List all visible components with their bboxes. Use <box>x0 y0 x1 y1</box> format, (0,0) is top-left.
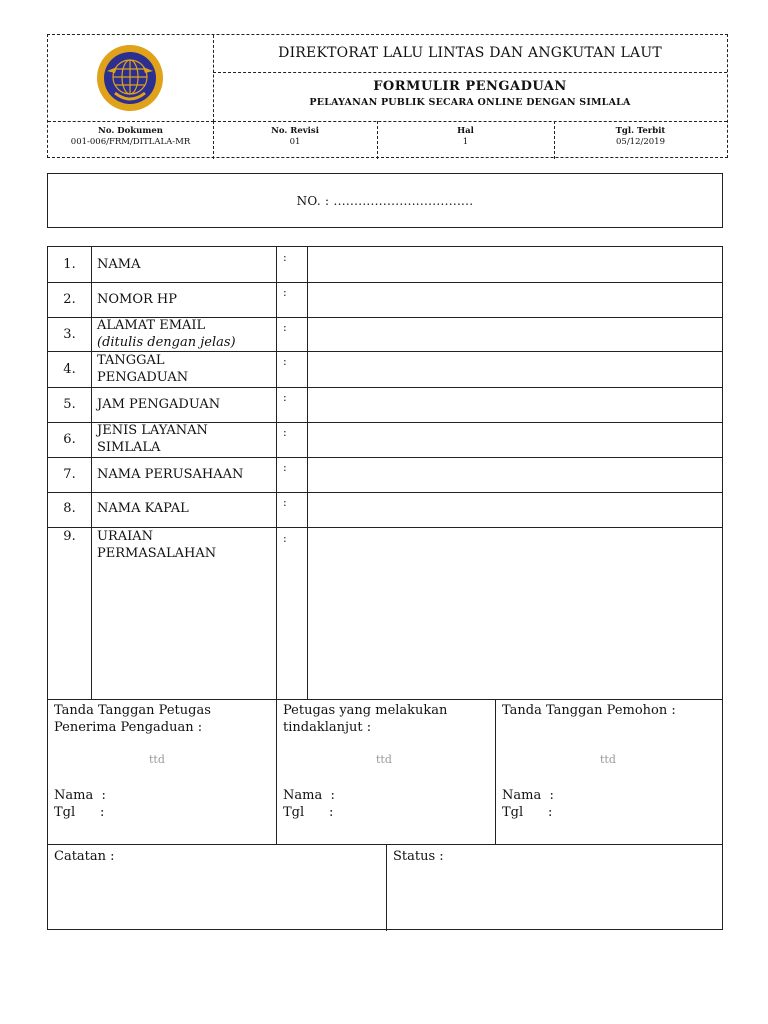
row-number: 6. <box>63 432 76 447</box>
signature-followup-title: Petugas yang melakukan <box>283 703 448 718</box>
status-label: Status : <box>393 849 444 864</box>
field-label-jenis-layanan-2: SIMLALA <box>97 440 161 455</box>
row-number: 8. <box>63 501 76 516</box>
signature-placeholder: ttd <box>149 753 165 766</box>
meta-label: Tgl. Terbit <box>615 126 666 136</box>
field-label-uraian: URAIAN <box>97 529 154 544</box>
signature-date-label: Tgl : <box>283 805 334 820</box>
field-label-tanggal-2: PENGADUAN <box>97 370 189 385</box>
field-colon: : <box>283 391 287 404</box>
field-colon: : <box>283 286 287 299</box>
meta-value: 01 <box>289 137 301 147</box>
status-input[interactable] <box>388 865 722 929</box>
meta-value: 05/12/2019 <box>616 137 665 147</box>
signature-officer-title: Tanda Tanggan Petugas <box>54 703 211 718</box>
signature-applicant-title: Tanda Tanggan Pemohon : <box>502 703 676 718</box>
field-colon: : <box>283 461 287 474</box>
signature-placeholder: ttd <box>600 753 616 766</box>
field-colon: : <box>283 251 287 264</box>
meta-value: 001-006/FRM/DITLALA-MR <box>70 137 191 147</box>
signature-name-label: Nama : <box>54 788 106 803</box>
field-label-jenis-layanan: JENIS LAYANAN <box>97 423 208 438</box>
row-number: 1. <box>63 257 76 272</box>
complaint-form-table <box>47 246 723 930</box>
field-input-alamat-email[interactable] <box>308 318 723 350</box>
form-title-block <box>213 72 727 122</box>
row-number: 3. <box>63 327 76 342</box>
row-number: 4. <box>63 362 76 377</box>
row-number: 9. <box>63 529 76 544</box>
row-number: 5. <box>63 397 76 412</box>
row-number: 2. <box>63 292 76 307</box>
form-title: FORMULIR PENGADUAN <box>373 79 567 94</box>
form-number-box: NO. : .................................. <box>47 173 723 228</box>
field-input-jam[interactable] <box>308 388 723 421</box>
signature-name-label: Nama : <box>283 788 335 803</box>
signature-followup-title-2: tindaklanjut : <box>283 720 372 735</box>
field-input-uraian[interactable] <box>308 528 723 698</box>
meta-label: No. Dokumen <box>98 126 163 136</box>
signature-date-label: Tgl : <box>502 805 553 820</box>
logo-cell <box>48 35 214 122</box>
field-label-nama: NAMA <box>97 257 141 272</box>
field-input-jenis-layanan[interactable] <box>308 423 723 456</box>
meta-label: Hal <box>457 126 474 136</box>
meta-issue-date <box>554 121 727 159</box>
field-label-nomor-hp: NOMOR HP <box>97 292 178 307</box>
field-input-nomor-hp[interactable] <box>308 283 723 316</box>
field-input-tanggal[interactable] <box>308 352 723 386</box>
notes-input[interactable] <box>49 865 384 929</box>
document-header <box>47 34 728 158</box>
field-colon: : <box>283 532 287 545</box>
field-colon: : <box>283 321 287 334</box>
field-input-nama-perusahaan[interactable] <box>308 458 723 491</box>
notes-label: Catatan : <box>54 849 115 864</box>
directorate-name: DIREKTORAT LALU LINTAS DAN ANGKUTAN LAUT <box>213 35 727 73</box>
form-subtitle: PELAYANAN PUBLIK SECARA ONLINE DENGAN SIMLALA <box>309 97 631 108</box>
meta-revision <box>213 121 378 159</box>
field-input-nama[interactable] <box>308 248 723 281</box>
meta-page <box>377 121 555 159</box>
field-label-uraian-2: PERMASALAHAN <box>97 546 217 561</box>
meta-document-number <box>48 121 214 159</box>
field-label-tanggal: TANGGAL <box>97 353 165 368</box>
meta-value: 1 <box>462 137 469 147</box>
signature-date-label: Tgl : <box>54 805 105 820</box>
signature-officer-title-2: Penerima Pengaduan : <box>54 720 203 735</box>
meta-label: No. Revisi <box>271 126 319 136</box>
field-label-jam: JAM PENGADUAN <box>97 397 221 412</box>
field-colon: : <box>283 496 287 509</box>
signature-name-label: Nama : <box>502 788 554 803</box>
ministry-logo-icon <box>95 43 165 113</box>
field-label-nama-kapal: NAMA KAPAL <box>97 501 189 516</box>
field-colon: : <box>283 426 287 439</box>
signature-placeholder: ttd <box>376 753 392 766</box>
field-sublabel-email: (ditulis dengan jelas) <box>97 335 236 350</box>
field-colon: : <box>283 355 287 368</box>
row-number: 7. <box>63 467 76 482</box>
field-input-nama-kapal[interactable] <box>308 493 723 526</box>
field-label-nama-perusahaan: NAMA PERUSAHAAN <box>97 467 244 482</box>
field-label-alamat-email: ALAMAT EMAIL <box>97 318 206 333</box>
